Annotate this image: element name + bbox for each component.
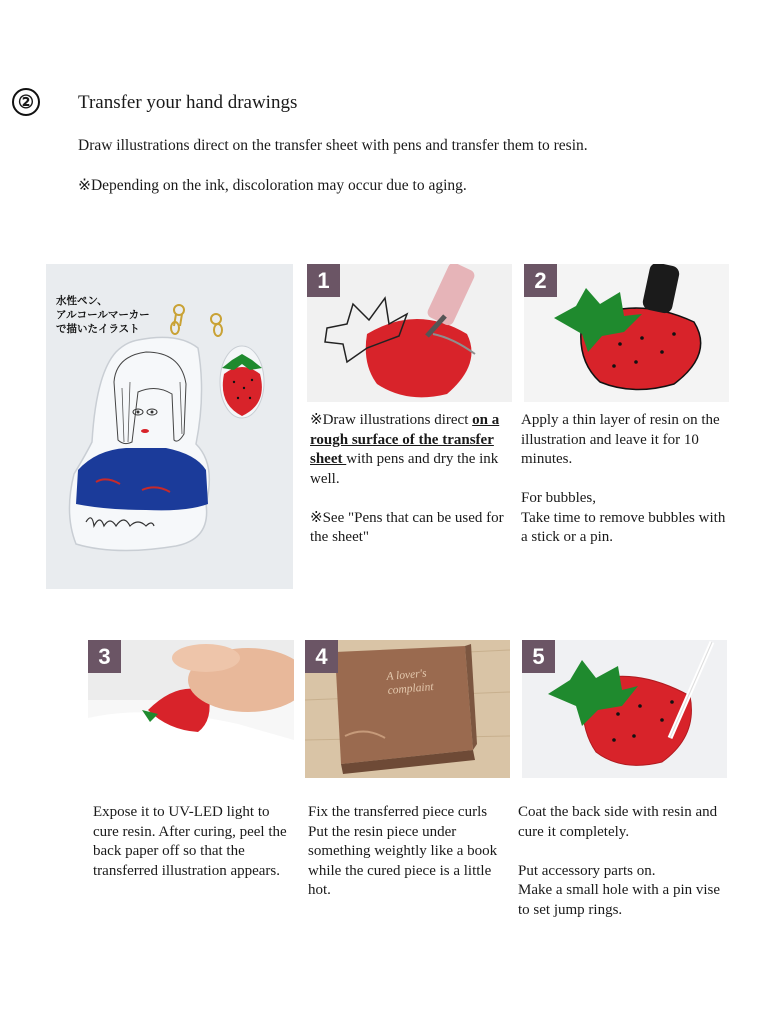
- step-2-photo: [524, 264, 729, 402]
- step-5-para1: Coat the back side with resin and cure it completely.: [518, 804, 718, 840]
- step-3-para1: Expose it to UV-LED light to cure resin. After curing, peel the back paper off so that the transferred illustration appears.: [93, 804, 287, 879]
- step-1-note: ※See "Pens that can be used for the sheet": [310, 509, 504, 545]
- step-4-para2: Put the resin piece under something weightly like a book while the cured piece is a little hot.: [308, 823, 498, 898]
- step-3-badge: 3: [88, 640, 121, 673]
- step-4-para1: Fix the transferred piece curls: [308, 804, 488, 820]
- hero-keychain-photo: [46, 264, 293, 589]
- step-1-text-emphasis: on a rough surface of the transfer sheet: [310, 412, 500, 467]
- step-2-para2-line1: For bubbles,: [521, 490, 596, 506]
- step-4-photo: [305, 640, 510, 778]
- step-5-para2-line1: Put accessory parts on.: [518, 862, 656, 879]
- step-3-photo: [88, 640, 294, 778]
- hero-caption-line: アルコールマーカー: [56, 309, 150, 321]
- section-title: Transfer your hand drawings: [78, 92, 298, 113]
- book-title-line1: A lover's: [385, 667, 428, 684]
- hero-caption: [56, 294, 150, 336]
- step-4-description: [308, 803, 508, 901]
- step-1-text-a: ※Draw illustrations direct: [310, 412, 473, 428]
- step-2-description: [521, 411, 729, 548]
- step-5-para2-line2: Make a small hole with a pin vise to set jump rings.: [518, 882, 721, 918]
- book-title: [386, 666, 434, 698]
- step-5-badge: 5: [522, 640, 555, 673]
- step-2-badge: 2: [524, 264, 557, 297]
- hero-caption-line: 水性ペン、: [56, 295, 108, 307]
- step-1-photo: [307, 264, 512, 402]
- step-5-description: [518, 803, 728, 920]
- note-text: ※Depending on the ink, discoloration may occur due to aging.: [78, 177, 467, 194]
- hero-caption-line: で描いたイラスト: [56, 323, 140, 335]
- step-3-description: [93, 803, 288, 881]
- step-1-badge: 1: [307, 264, 340, 297]
- step-2-para2-line2: Take time to remove bubbles with a stick or a pin.: [521, 509, 726, 545]
- step-1-description: [310, 411, 510, 548]
- intro-text: Draw illustrations direct on the transfer sheet with pens and transfer them to resin.: [78, 137, 588, 154]
- book-title-line2: complaint: [387, 680, 435, 697]
- step-2-para1: Apply a thin layer of resin on the illustration and leave it for 10 minutes.: [521, 412, 720, 467]
- step-5-photo: [522, 640, 727, 778]
- step-4-badge: 4: [305, 640, 338, 673]
- step-number-circle: ②: [12, 88, 40, 116]
- step-1-text-b: with pens and dry the ink well.: [310, 451, 499, 487]
